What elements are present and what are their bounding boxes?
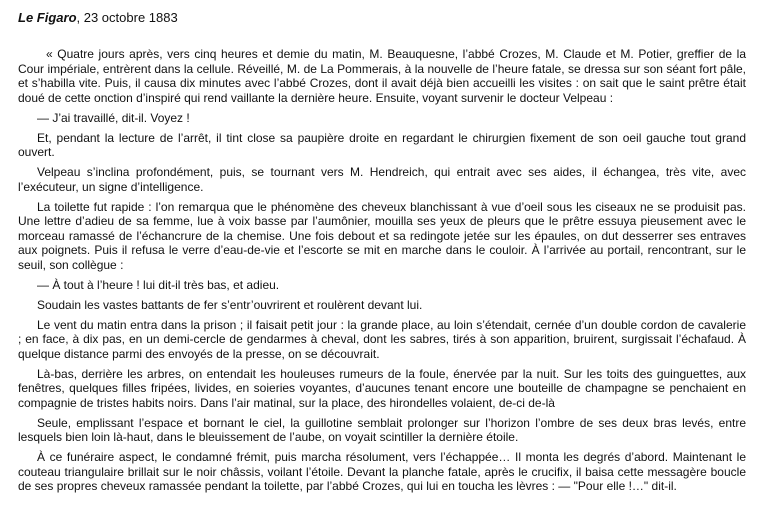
paragraph: — À tout à l’heure ! lui dit-il très bas, et adieu.	[37, 277, 280, 292]
publication-date: , 23 octobre 1883	[76, 10, 178, 25]
paragraph: Là-bas, derrière les arbres, on entendait les houleuses rumeurs de la foule, énervée par la nuit. Sur les toits des guinguettes, aux fenêtres, quelques filles fripées, livides, en soieries voyantes, d’aucunes tenant encore une bouteille de champagne se penchaient en compagnie de tristes habits noirs. Dans l’air matinal, sur la place, des hirondelles volaient, de-ci de-là	[18, 366, 746, 410]
publication-name: Le Figaro	[18, 10, 77, 25]
source-citation	[18, 10, 178, 26]
paragraph: Soudain les vastes battants de fer s’entr’ouvrirent et roulèrent devant lui.	[37, 297, 423, 312]
paragraph: La toilette fut rapide : l’on remarqua que le phénomène des cheveux blanchissant à vue d’oeil sous les ciseaux ne se produisit pas. Une lettre d’adieu de sa femme, lue à voix basse par l’aumônier, mouilla ses yeux de pleurs que le prêtre essuya pieusement avec le morceau ramassé de l’échancrure de la chemise. Une fois debout et sa redingote jetée sur les épaules, on dut desserrer ses entraves aux poignets. Puis il refusa le verre d’eau-de-vie et l’escorte se mit en marche dans le couloir. À l’arrivée au portail, rencontrant, sur le seuil, son collègue :	[18, 199, 746, 272]
paragraph: Et, pendant la lecture de l’arrêt, il tint close sa paupière droite en regardant le chirurgien fixement de son oeil gauche tout grand ouvert.	[18, 130, 746, 159]
paragraph: — J’ai travaillé, dit-il. Voyez !	[37, 110, 190, 125]
paragraph: Seule, emplissant l’espace et bornant le ciel, la guillotine semblait prolonger sur l’horizon l’ombre de ses deux bras levés, entre lesquels bien loin là-haut, dans le bleuissement de l’aube, on voyait scintiller la dernière étoile.	[18, 415, 746, 444]
paragraph: À ce funéraire aspect, le condamné frémit, puis marcha résolument, vers l’échappée… Il monta les degrés d’abord. Maintenant le couteau triangulaire brillait sur le noir châssis, voilant l’étoile. Devant la planche fatale, après le crucifix, il baisa cette messagère boucle de ses propres cheveux ramassée pendant la toilette, par l’abbé Crozes, qui lui en toucha les lèvres : — "Pour elle !…" dit-il.	[18, 450, 746, 493]
paragraph: Le vent du matin entra dans la prison ; il faisait petit jour : la grande place, au loin s’étendait, cernée d’un double cordon de cavalerie ; en face, à dix pas, en un demi-cercle de gendarmes à cheval, dont les sabres, tirés à son apparition, bruirent, surgissait l’échafaud. À quelque distance parmi des envoyés de la presse, on se découvrait.	[18, 317, 746, 361]
paragraph: « Quatre jours après, vers cinq heures et demie du matin, M. Beauquesne, l’abbé Crozes, M. Claude et M. Potier, greffier de la Cour impériale, entrèrent dans la cellule. Réveillé, M. de La Pommerais, à la nouvelle de l’heure fatale, se dressa sur son séant fort pâle, et s’habilla vite. Puis, il causa dix minutes avec l’abbé Crozes, dont il avait déjà bien accueilli les visites : on sait que le saint prêtre était doué de cette onction d’inspiré qui rend vaillante la dernière heure. Ensuite, voyant survenir le docteur Velpeau :	[18, 47, 746, 105]
paragraph: Velpeau s’inclina profondément, puis, se tournant vers M. Hendreich, qui entrait avec ses aides, il échangea, très vite, avec l’exécuteur, un signe d’intelligence.	[18, 165, 746, 194]
article-body	[18, 47, 746, 499]
